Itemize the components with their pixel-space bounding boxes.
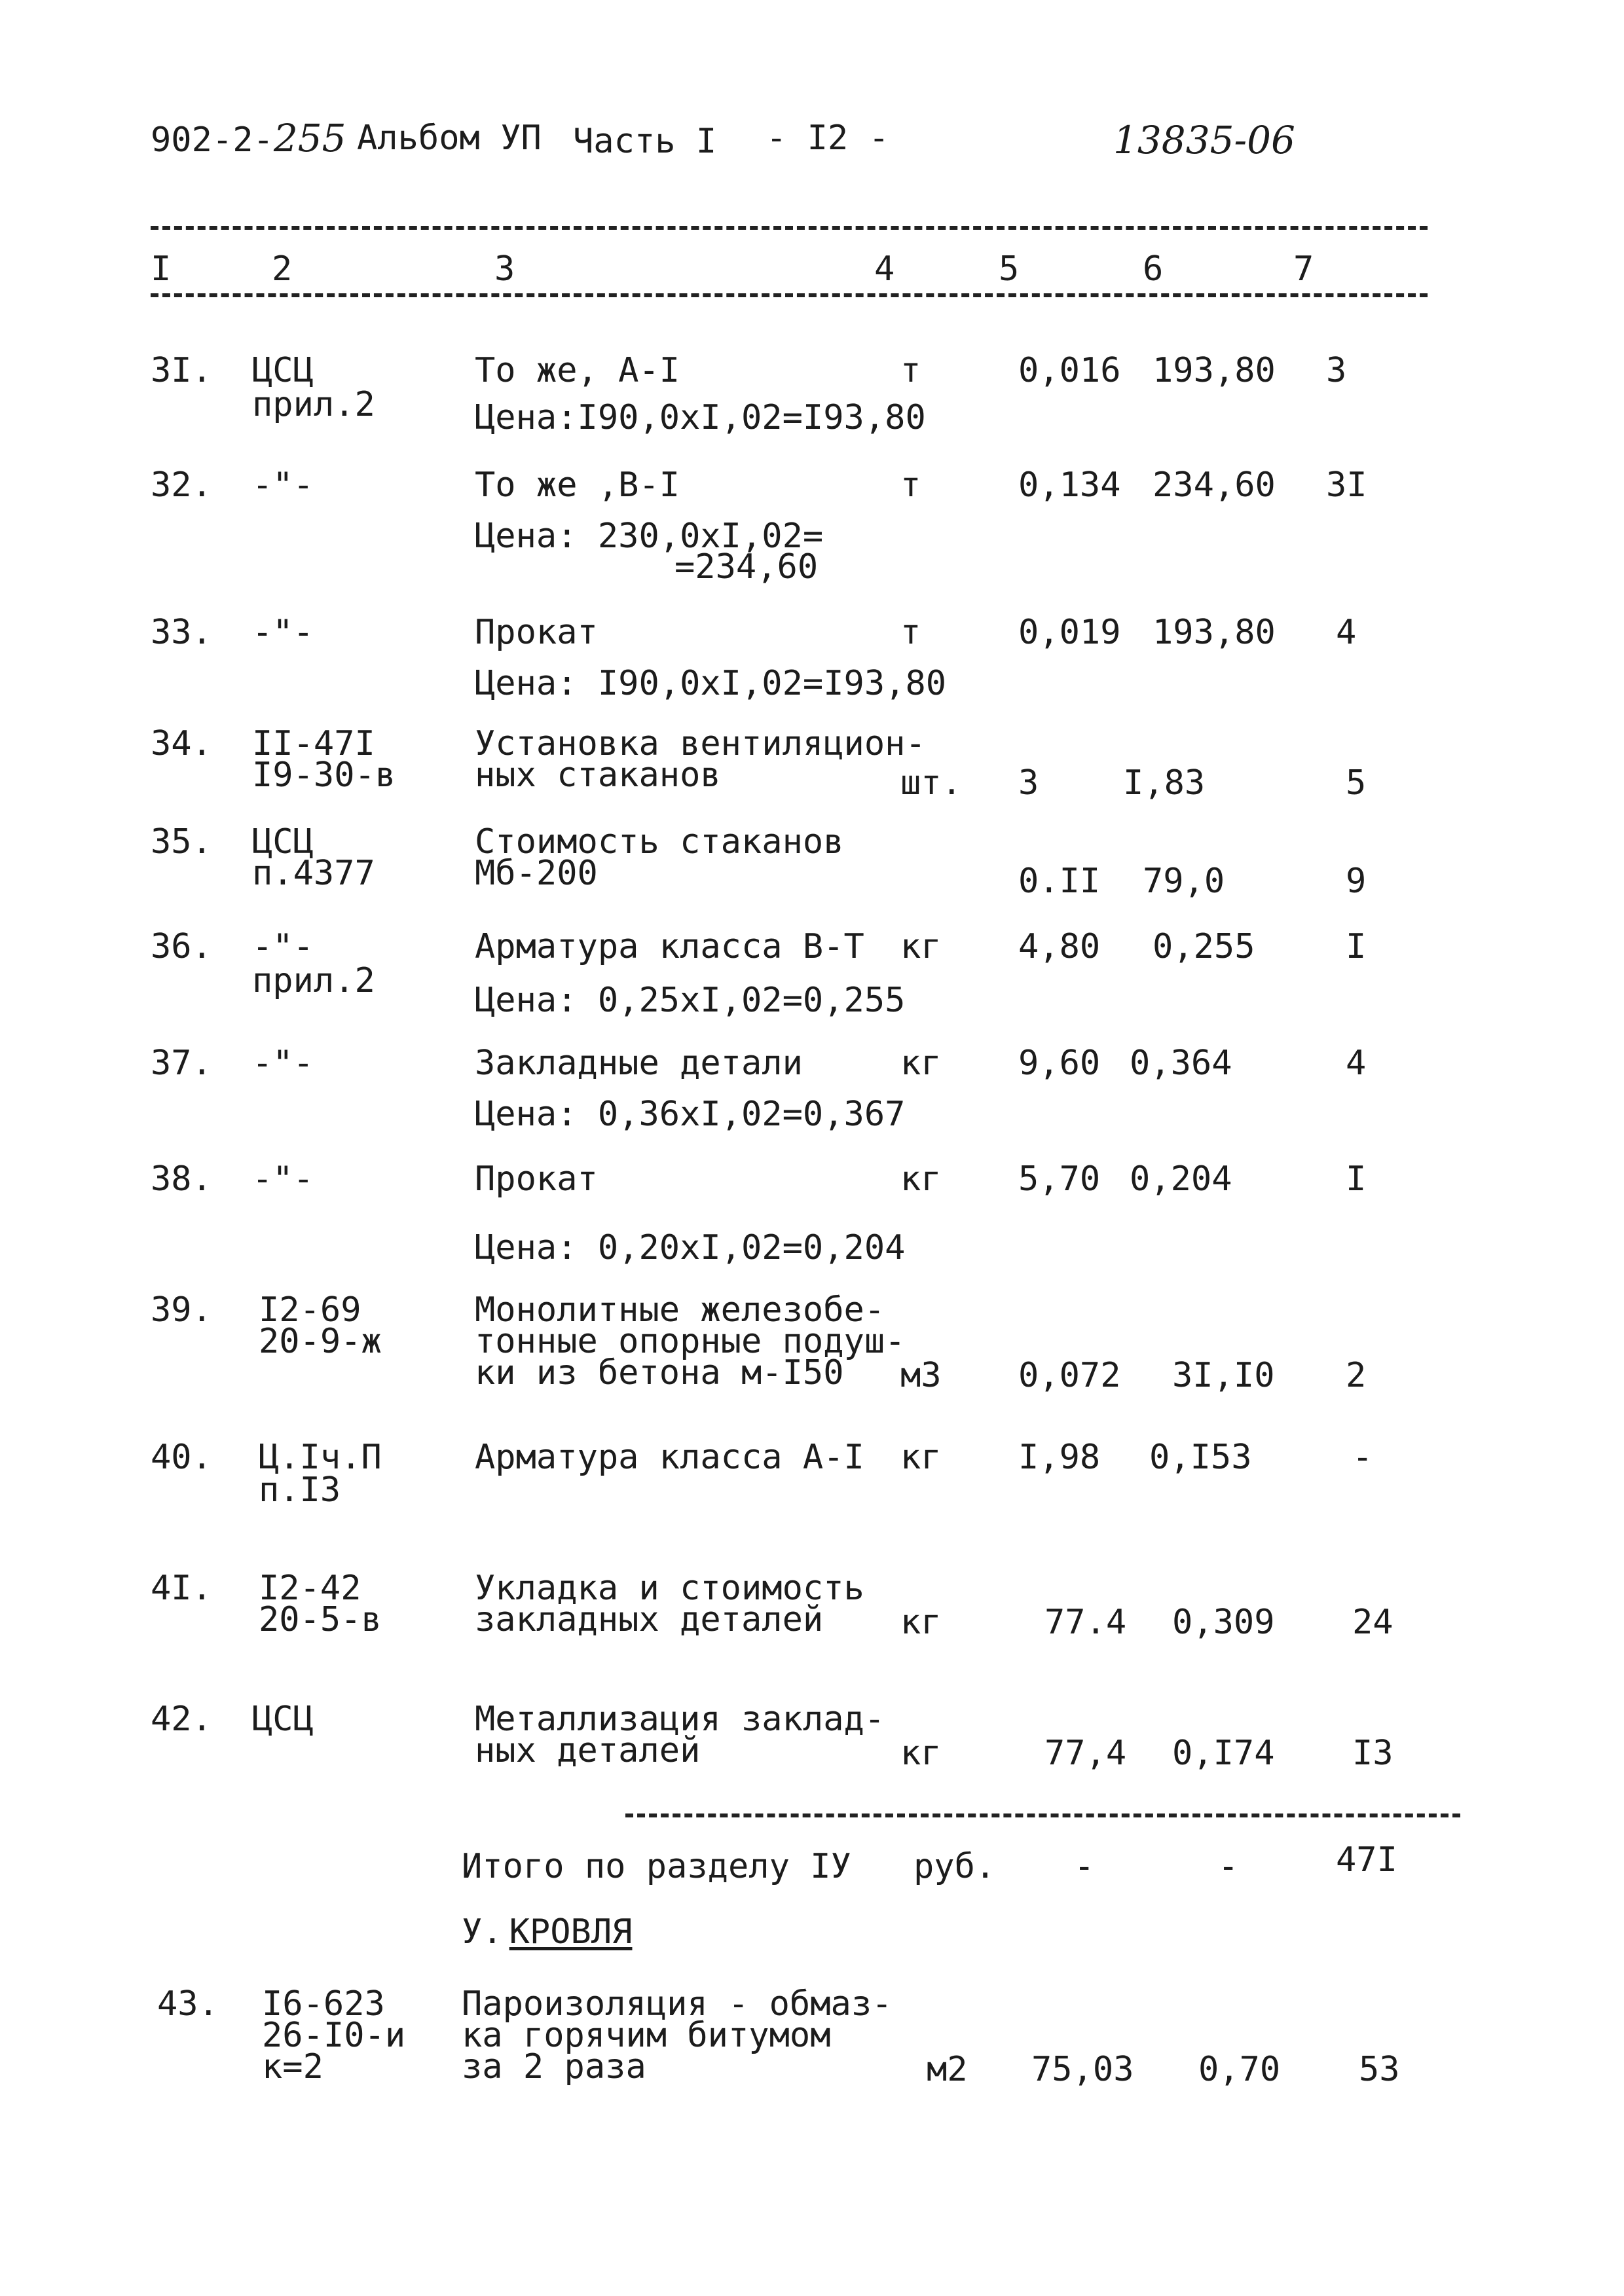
row-number: 35. (151, 822, 212, 862)
row-unit: кг (900, 1603, 942, 1642)
header-code (151, 116, 346, 160)
row-code: I9-30-в (252, 756, 396, 795)
row-unit-price: 0,70 (1198, 2050, 1281, 2089)
row-total: 53 (1359, 2050, 1400, 2089)
row-code: 20-9-ж (259, 1322, 382, 1361)
row-unit: кг (900, 1159, 942, 1199)
row-unit-price: 0,364 (1130, 1044, 1232, 1083)
row-unit-price: 0,I74 (1172, 1734, 1275, 1773)
row-code: п.4377 (252, 854, 375, 893)
row-code: -"- (252, 1159, 314, 1199)
row-unit-price: 0,255 (1153, 927, 1255, 966)
column-header-divider (151, 293, 1428, 297)
row-unit-price: I,83 (1123, 763, 1206, 803)
row-description: Установка вентиляцион- (475, 724, 926, 763)
row-number: 39. (151, 1290, 212, 1330)
row-code: прил.2 (252, 961, 375, 1000)
row-code: I6-623 (262, 1984, 385, 2024)
row-unit: шт. (900, 763, 962, 803)
row-code: II-47I (252, 724, 375, 763)
row-code: -"- (252, 1044, 314, 1083)
row-unit: кг (900, 927, 942, 966)
row-total: 24 (1352, 1603, 1393, 1642)
row-unit: кг (900, 1438, 942, 1477)
row-total: - (1352, 1438, 1373, 1477)
row-number: 32. (151, 465, 212, 505)
row-price-note: Цена: 0,36xI,02=0,367 (475, 1095, 906, 1134)
column-number-2: 2 (272, 249, 293, 289)
row-description: Закладные детали (475, 1044, 803, 1083)
row-description: Металлизация заклад- (475, 1700, 885, 1739)
row-unit: кг (900, 1734, 942, 1773)
row-total: 2 (1346, 1356, 1367, 1395)
section-prefix: У. (462, 1912, 503, 1952)
row-quantity: 0,016 (1018, 351, 1121, 390)
row-code: прил.2 (252, 385, 375, 424)
row-description: Прокат (475, 613, 598, 652)
row-unit: м3 (900, 1356, 942, 1395)
row-code: I2-42 (259, 1569, 361, 1608)
row-quantity: 9,60 (1018, 1044, 1101, 1083)
header-page-number: - I2 - (766, 118, 889, 158)
row-code: 26-I0-и (262, 2016, 406, 2055)
row-quantity: 4,80 (1018, 927, 1101, 966)
row-code: ЦСЦ (252, 822, 314, 862)
row-total: 4 (1346, 1044, 1367, 1083)
row-quantity: 0,072 (1018, 1356, 1121, 1395)
row-price-note: Цена:I90,0xI,02=I93,80 (475, 398, 926, 437)
row-number: 42. (151, 1700, 212, 1739)
header-code-prefix: 902-2- (151, 120, 274, 160)
column-number-7: 7 (1293, 249, 1314, 289)
row-unit-price: 79,0 (1143, 862, 1225, 901)
row-total: I (1346, 927, 1367, 966)
row-price-note: Цена: 230,0xI,02= (475, 517, 824, 556)
row-code: Ц.Iч.П (259, 1438, 382, 1477)
row-unit: т (900, 613, 921, 652)
row-code: к=2 (262, 2047, 323, 2086)
section-name: КРОВЛЯ (509, 1912, 633, 1952)
row-description: Мб-200 (475, 854, 598, 893)
row-total: I3 (1352, 1734, 1393, 1773)
row-description: Монолитные железобе- (475, 1290, 885, 1330)
row-code: ЦСЦ (252, 1700, 314, 1739)
row-number: 3I. (151, 351, 212, 390)
row-quantity: 75,03 (1031, 2050, 1134, 2089)
row-quantity: 5,70 (1018, 1159, 1101, 1199)
row-total: I (1346, 1159, 1367, 1199)
row-unit: т (900, 351, 921, 390)
row-description: Укладка и стоимость (475, 1569, 864, 1608)
row-unit-price: 193,80 (1153, 613, 1276, 652)
row-code: ЦСЦ (252, 351, 314, 390)
row-total: 3 (1326, 351, 1347, 390)
row-total: 5 (1346, 763, 1367, 803)
row-unit-price: 0,309 (1172, 1603, 1275, 1642)
row-unit: т (900, 465, 921, 505)
row-description: ка горячим битумом (462, 2016, 831, 2055)
row-quantity: 0,134 (1018, 465, 1121, 505)
row-quantity: 0,019 (1018, 613, 1121, 652)
row-description: закладных деталей (475, 1600, 824, 1639)
header-doc-number: 13835-06 (1113, 118, 1295, 162)
column-number-5: 5 (999, 249, 1020, 289)
header-album: Альбом УП (357, 118, 542, 158)
row-number: 37. (151, 1044, 212, 1083)
section-title (462, 1912, 652, 1952)
row-description: за 2 раза (462, 2047, 646, 2086)
row-number: 33. (151, 613, 212, 652)
header-part: Часть I (573, 122, 717, 161)
row-total: 4 (1336, 613, 1357, 652)
row-unit: кг (900, 1044, 942, 1083)
row-number: 43. (157, 1984, 219, 2024)
header-divider (151, 226, 1428, 230)
row-description: ных деталей (475, 1731, 701, 1770)
row-quantity: 77,4 (1044, 1734, 1127, 1773)
row-quantity: 3 (1018, 763, 1039, 803)
row-total: 9 (1346, 862, 1367, 901)
row-quantity: 0.II (1018, 862, 1101, 901)
row-description: То же, А-I (475, 351, 680, 390)
row-quantity: I,98 (1018, 1438, 1101, 1477)
row-description: Арматура класса В-Т (475, 927, 864, 966)
row-price-note: =234,60 (674, 547, 819, 587)
row-price-note: Цена: 0,20xI,02=0,204 (475, 1228, 906, 1267)
row-unit-price: 234,60 (1153, 465, 1276, 505)
row-description: То же ,В-I (475, 465, 680, 505)
subtotal-unit: руб. (913, 1847, 996, 1886)
row-code: п.I3 (259, 1470, 341, 1510)
row-code: I2-69 (259, 1290, 361, 1330)
header-code-handwritten: 255 (273, 116, 346, 160)
row-code: 20-5-в (259, 1600, 382, 1639)
subtotal-divider (625, 1813, 1460, 1817)
subtotal-price: - (1218, 1847, 1239, 1886)
row-description: Стоимость стаканов (475, 822, 844, 862)
row-description: ных стаканов (475, 756, 721, 795)
row-description: Арматура класса А-I (475, 1438, 864, 1477)
row-unit: м2 (927, 2050, 968, 2089)
row-unit-price: 193,80 (1153, 351, 1276, 390)
subtotal-total: 47I (1336, 1840, 1397, 1880)
row-number: 38. (151, 1159, 212, 1199)
column-number-3: 3 (494, 249, 515, 289)
column-number-4: 4 (874, 249, 895, 289)
row-total: 3I (1326, 465, 1367, 505)
row-number: 40. (151, 1438, 212, 1477)
row-unit-price: 3I,I0 (1172, 1356, 1275, 1395)
row-number: 36. (151, 927, 212, 966)
row-number: 4I. (151, 1569, 212, 1608)
row-description: Прокат (475, 1159, 598, 1199)
row-description: ки из бетона м-I50 (475, 1353, 844, 1393)
row-number: 34. (151, 724, 212, 763)
subtotal-label: Итого по разделу IУ (462, 1847, 851, 1886)
subtotal-quantity: - (1074, 1847, 1095, 1886)
row-unit-price: 0,204 (1130, 1159, 1232, 1199)
row-code: -"- (252, 613, 314, 652)
row-quantity: 77.4 (1044, 1603, 1127, 1642)
column-number-1: I (151, 249, 172, 289)
row-unit-price: 0,I53 (1149, 1438, 1252, 1477)
row-description: Пароизоляция - обмаз- (462, 1984, 893, 2024)
row-price-note: Цена: 0,25xI,02=0,255 (475, 981, 906, 1020)
row-code: -"- (252, 465, 314, 505)
row-price-note: Цена: I90,0xI,02=I93,80 (475, 664, 947, 703)
column-number-6: 6 (1143, 249, 1164, 289)
row-description: тонные опорные подуш- (475, 1322, 906, 1361)
row-code: -"- (252, 927, 314, 966)
